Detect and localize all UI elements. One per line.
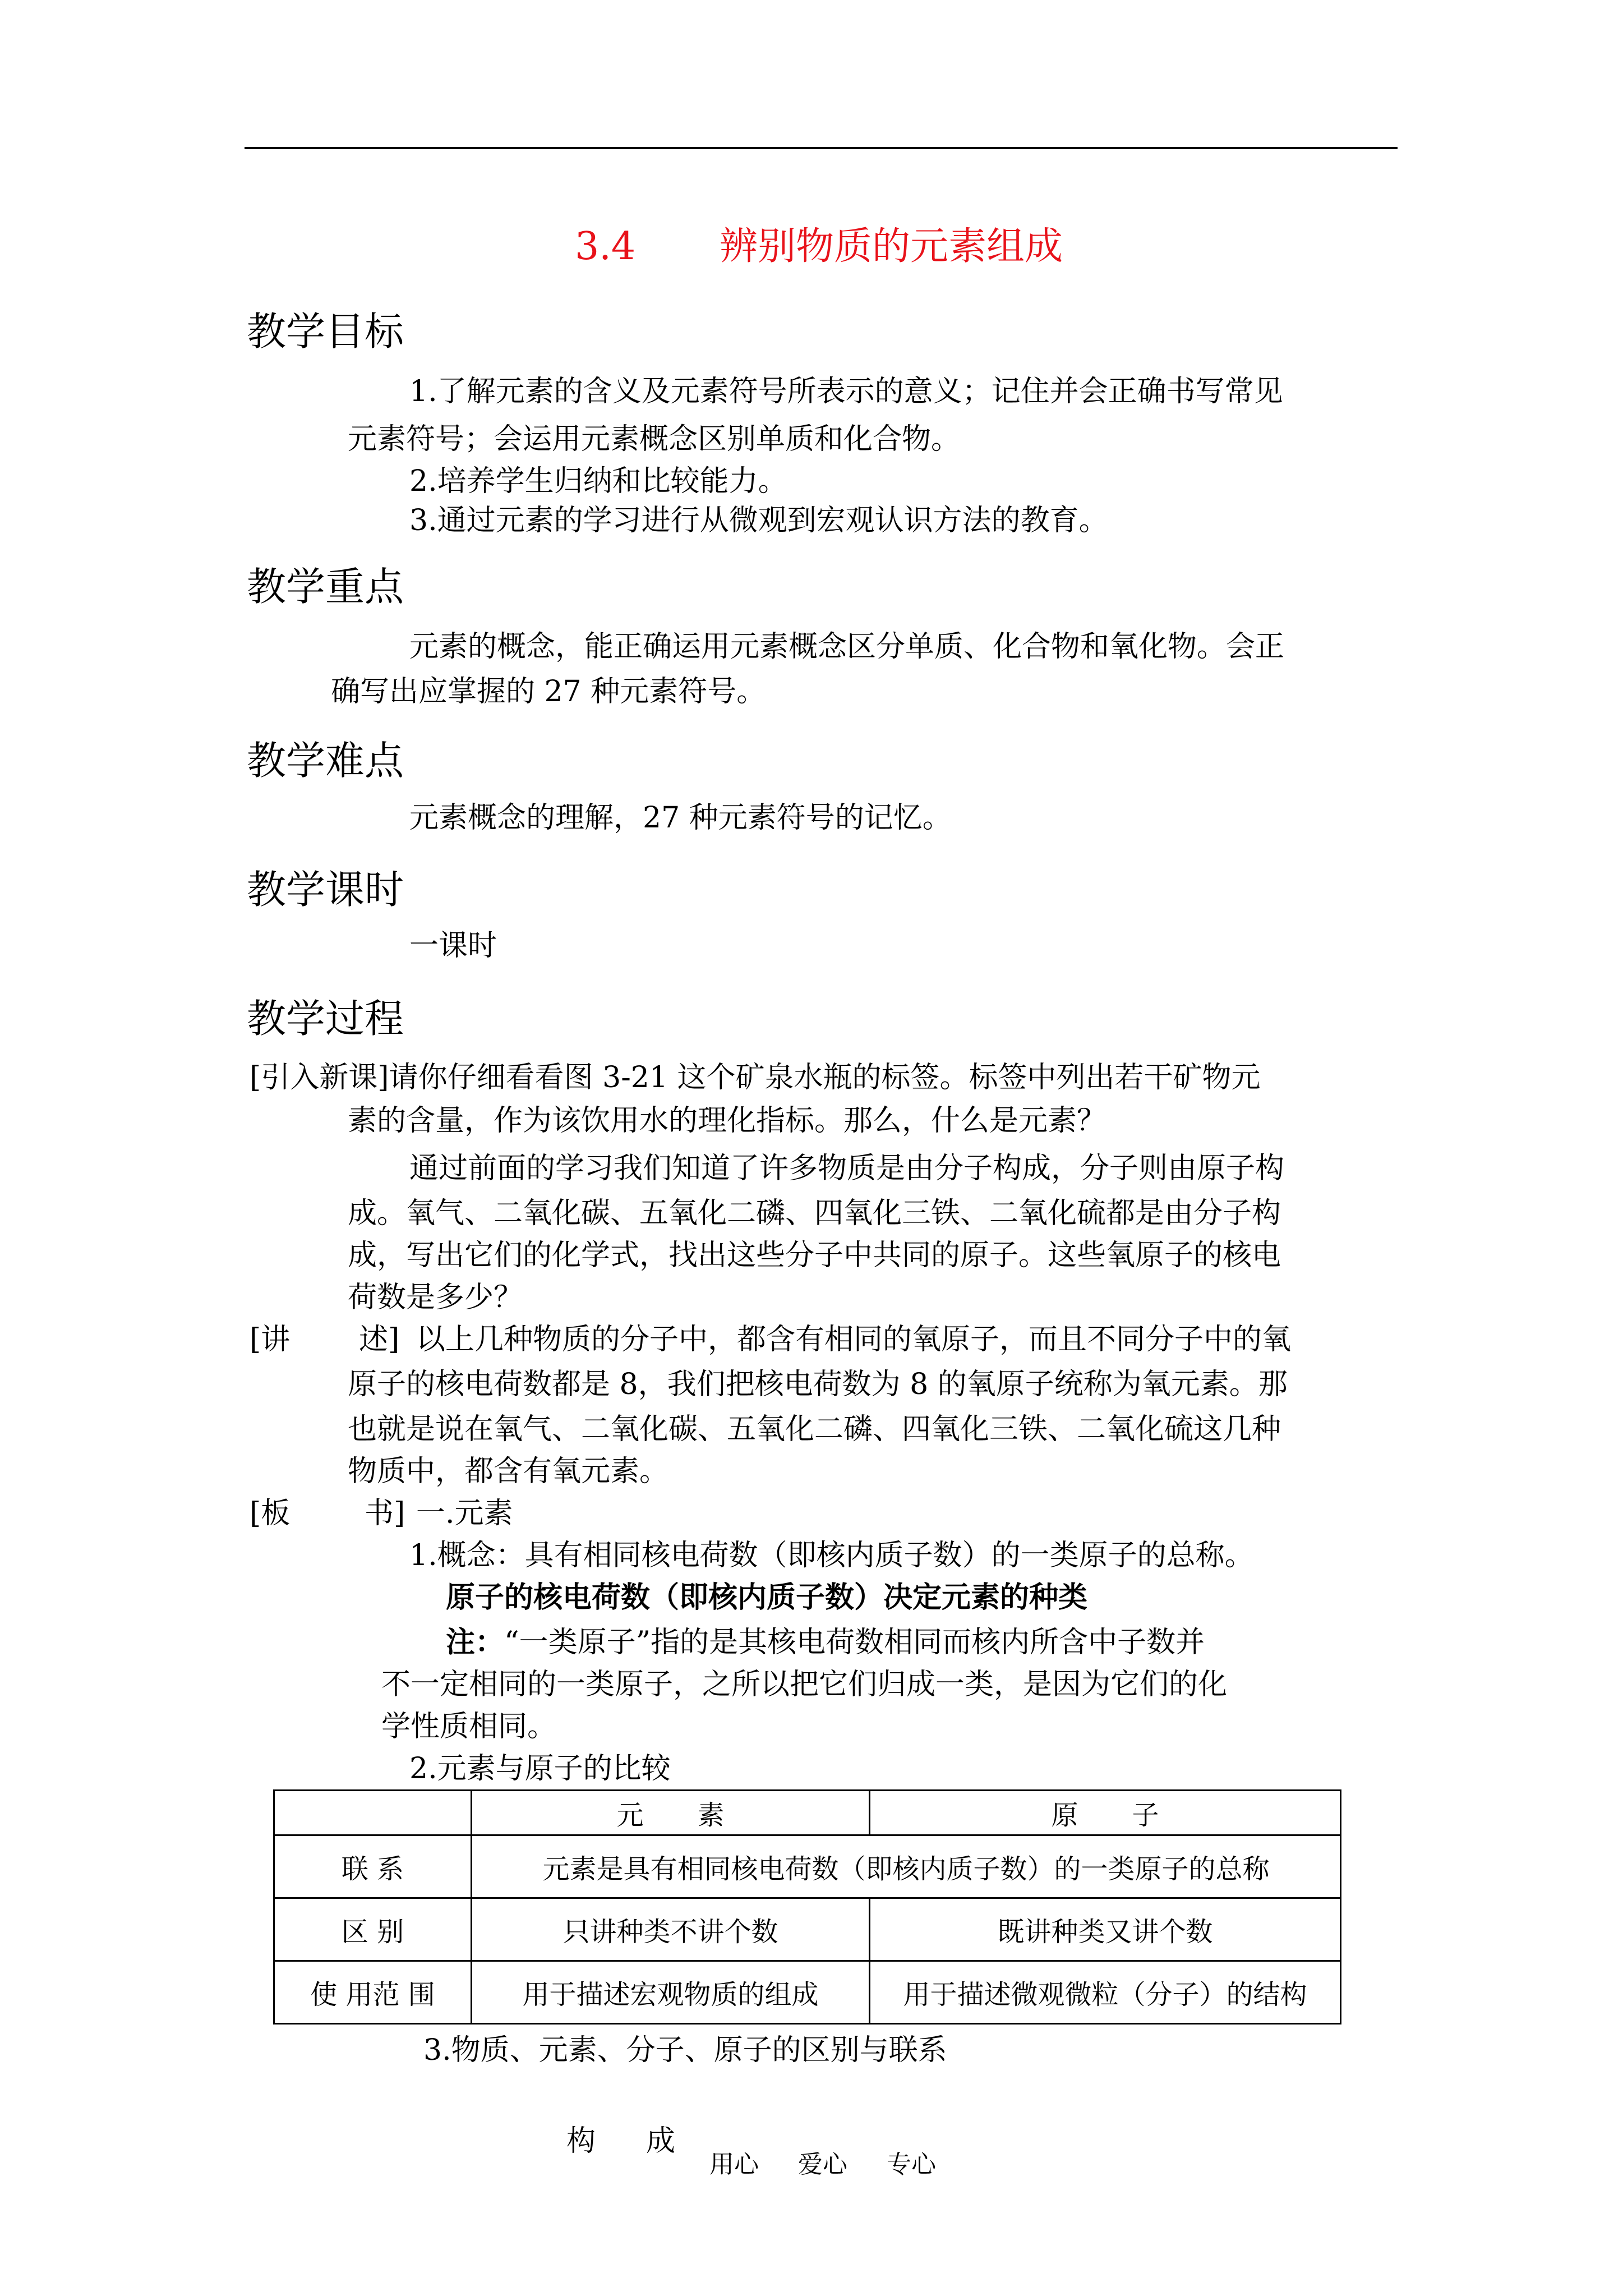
para2-line-1: 通过前面的学习我们知道了许多物质是由分子构成，分子则由原子构 <box>409 1152 1285 1185</box>
footer-word-1: 用心 <box>709 2150 759 2179</box>
comparison-table <box>273 1789 1341 2024</box>
hours-line-1: 一课时 <box>409 929 497 963</box>
table-row-label: 区 别 <box>274 1898 472 1961</box>
concept-line: 1.概念：具有相同核电荷数（即核内质子数）的一类原子的总称。 <box>409 1539 1254 1572</box>
intro-line-2: 素的含量，作为该饮用水的理化指标。那么，什么是元素？ <box>348 1104 1106 1138</box>
lecture-line-4: 物质中，都含有氧元素。 <box>348 1455 669 1488</box>
page-footer <box>709 2144 936 2180</box>
lecture-line-1: 以上几种物质的分子中，都含有相同的氧原子，而且不同分子中的氧 <box>416 1323 1292 1356</box>
objective-1-line-2: 元素符号；会运用元素概念区别单质和化合物。 <box>348 422 961 456</box>
board-text: 一.元素 <box>416 1497 513 1530</box>
compare-title: 2.元素与原子的比较 <box>409 1752 671 1786</box>
title-text: 辨别物质的元素组成 <box>720 224 1063 269</box>
heading-process: 教学过程 <box>247 996 404 1042</box>
lecture-line-3: 也就是说在氧气、二氧化碳、五氧化二磷、四氧化三铁、二氧化硫这几种 <box>348 1412 1281 1446</box>
key-points-line-2: 确写出应掌握的 27 种元素符号。 <box>331 675 766 708</box>
heading-hours: 教学课时 <box>247 867 404 913</box>
note-text-1: “一类原子”指的是其核电荷数相同而核内所含中子数并 <box>504 1626 1205 1659</box>
note-line-2: 不一定相同的一类原子，之所以把它们归成一类，是因为它们的化 <box>381 1668 1228 1701</box>
lecture-line-2: 原子的核电荷数都是 8，我们把核电荷数为 8 的氧原子统称为氧元素。那 <box>348 1368 1288 1401</box>
table-merged-cell: 元素是具有相同核电荷数（即核内质子数）的一类原子的总称 <box>472 1835 1341 1898</box>
footer-word-3: 专心 <box>887 2150 936 2179</box>
table-cell-atom: 既讲种类又讲个数 <box>870 1898 1341 1961</box>
header-rule <box>245 147 1398 149</box>
table-row <box>274 1791 1341 1835</box>
board-tag-open: [板 <box>250 1497 291 1530</box>
heading-difficulties: 教学难点 <box>247 738 404 784</box>
difficulties-line-1: 元素概念的理解，27 种元素符号的记忆。 <box>409 801 952 835</box>
para2-line-4: 荷数是多少？ <box>348 1281 523 1314</box>
document-title <box>575 216 1063 270</box>
table-header-element: 元 素 <box>472 1791 870 1835</box>
objective-1-line-1: 1.了解元素的含义及元素符号所表示的意义；记住并会正确书写常见 <box>409 375 1283 408</box>
key-points-line-1: 元素的概念，能正确运用元素概念区分单质、化合物和氧化物。会正 <box>409 630 1285 664</box>
intro-line-1: [引入新课]请你仔细看看图 3-21 这个矿泉水瓶的标签。标签中列出若干矿物元 <box>250 1061 1261 1094</box>
objective-2: 2.培养学生归纳和比较能力。 <box>409 464 787 498</box>
note-line-1 <box>446 1618 1205 1667</box>
note-line-3: 学性质相同。 <box>381 1710 557 1743</box>
title-number: 3.4 <box>575 224 636 269</box>
note-label: 注： <box>446 1625 505 1659</box>
table-cell-atom: 用于描述微观微粒（分子）的结构 <box>870 1961 1341 2024</box>
table-header-atom: 原 子 <box>870 1791 1341 1835</box>
diagram-label-right: 成 <box>646 2124 676 2158</box>
diagram-fragment <box>566 2117 726 2159</box>
para2-line-2: 成。氧气、二氧化碳、五氧化二磷、四氧化三铁、二氧化硫都是由分子构 <box>348 1197 1281 1230</box>
relation-title: 3.物质、元素、分子、原子的区别与联系 <box>423 2033 947 2067</box>
lecture-tag-close: 述] <box>359 1323 400 1356</box>
table-cell-element: 用于描述宏观物质的组成 <box>472 1961 870 2024</box>
table-corner-cell <box>274 1791 472 1835</box>
table-row <box>274 1835 1341 1898</box>
table-row <box>274 1961 1341 2024</box>
lecture-tag-open: [讲 <box>250 1323 291 1356</box>
objective-3: 3.通过元素的学习进行从微观到宏观认识方法的教育。 <box>409 504 1108 537</box>
board-tag-close: 书] <box>365 1497 405 1530</box>
table-cell-element: 只讲种类不讲个数 <box>472 1898 870 1961</box>
table-row-label: 联 系 <box>274 1835 472 1898</box>
bold-statement: 原子的核电荷数（即核内质子数）决定元素的种类 <box>446 1580 1088 1614</box>
footer-word-2: 爱心 <box>798 2150 847 2179</box>
heading-key-points: 教学重点 <box>247 564 404 610</box>
table-row <box>274 1898 1341 1961</box>
table-row-label: 使 用范 围 <box>274 1961 472 2024</box>
diagram-label-left: 构 <box>566 2124 596 2158</box>
para2-line-3: 成，写出它们的化学式，找出这些分子中共同的原子。这些氧原子的核电 <box>348 1239 1281 1272</box>
heading-objectives: 教学目标 <box>247 309 404 355</box>
